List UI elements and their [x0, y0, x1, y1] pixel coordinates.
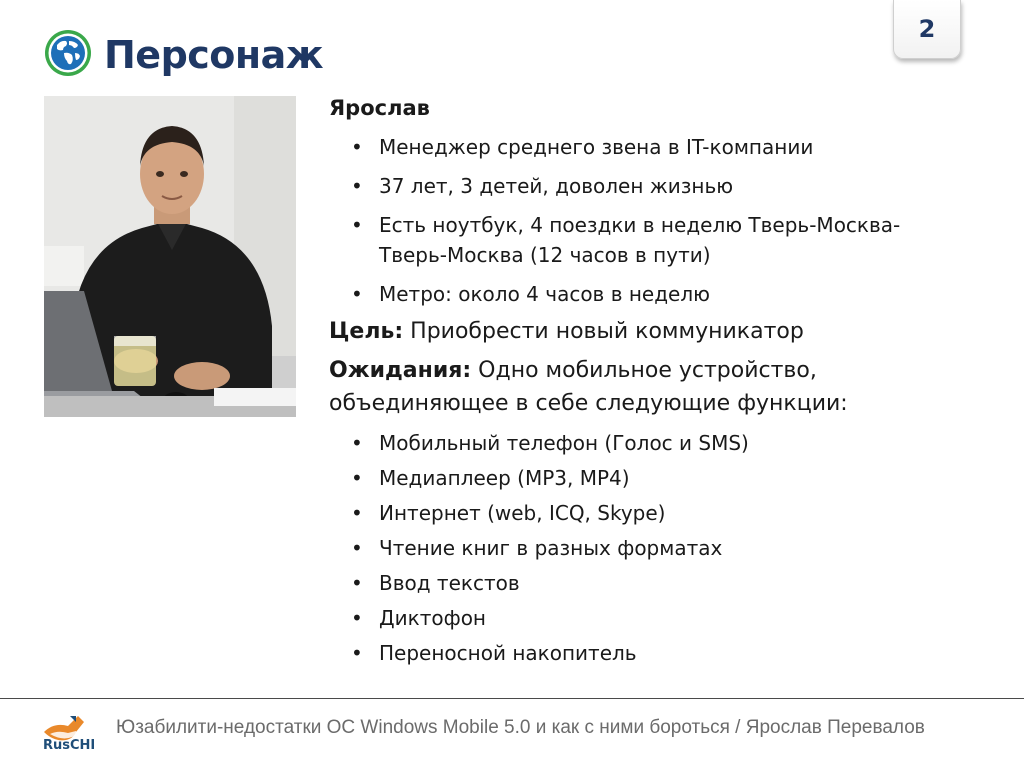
list-item: • Чтение книг в разных форматах — [329, 531, 969, 566]
list-item: • 37 лет, 3 детей, доволен жизнью — [329, 171, 969, 201]
list-item: • Менеджер среднего звена в IT-компании — [329, 132, 969, 162]
list-item-line: Есть ноутбук, 4 поездки в неделю Тверь-Москва- — [379, 213, 901, 237]
globe-icon — [44, 29, 92, 77]
expectations-text: Одно мобильное устройство, — [478, 358, 817, 383]
page-number-badge: 2 — [893, 0, 961, 59]
persona-content — [329, 94, 969, 671]
list-item: • Переносной накопитель — [329, 636, 969, 671]
persona-name: Ярослав — [329, 96, 430, 120]
goal-paragraph — [329, 315, 969, 348]
list-item-line: Тверь-Москва (12 часов в пути) — [379, 243, 711, 267]
expectations-paragraph — [329, 354, 969, 420]
expectations-text: объединяющее в себе следующие функции: — [329, 391, 848, 416]
list-item: • Мобильный телефон (Голос и SMS) — [329, 426, 969, 461]
slide-title: Персонаж — [104, 33, 324, 77]
list-item: • Интернет (web, ICQ, Skype) — [329, 496, 969, 531]
expectations-label: Ожидания: — [329, 358, 472, 383]
list-item: • Диктофон — [329, 601, 969, 636]
goal-label: Цель: — [329, 319, 404, 344]
footer-divider — [0, 698, 1024, 699]
functions-list — [329, 426, 969, 671]
footer-logo-text: RusCHI — [43, 738, 96, 753]
list-item: • Медиаплеер (MP3, MP4) — [329, 461, 969, 496]
goal-text: Приобрести новый коммуникатор — [410, 319, 804, 344]
list-item — [329, 210, 969, 270]
persona-facts-list — [329, 132, 969, 309]
footer-caption: Юзабилити-недостатки ОС Windows Mobile 5.0 и как с ними бороться / Ярослав Перевалов — [116, 717, 925, 738]
list-item: • Ввод текстов — [329, 566, 969, 601]
list-item: • Метро: около 4 часов в неделю — [329, 279, 969, 309]
persona-photo — [44, 96, 296, 417]
